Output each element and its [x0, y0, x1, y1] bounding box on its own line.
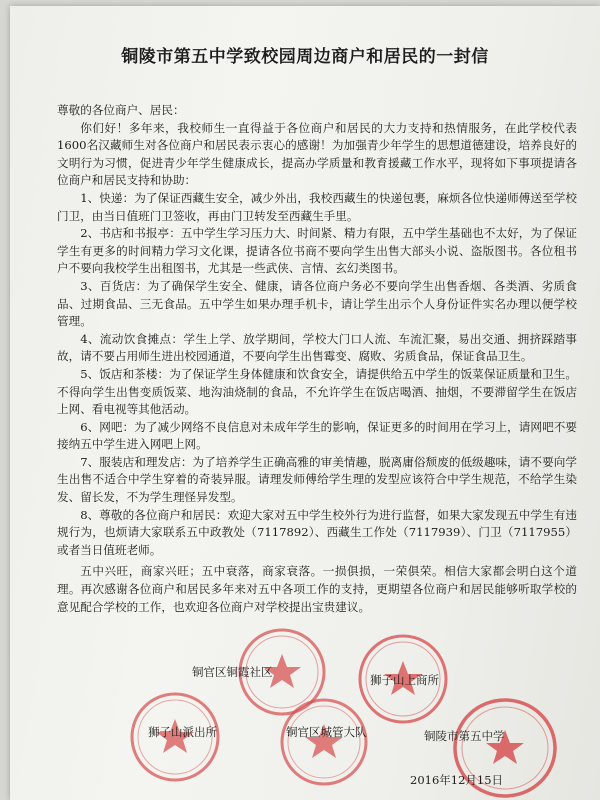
item-department-store: 3、百货店：为了确保学生安全、健康，请各位商户务必不要向学生出售香烟、各类酒、劣质食品、过期食品、三无食品。五中学生如果办理手机卡，请让学生出示个人身份证件实名办理以便学校管理。 [57, 278, 577, 329]
item-internet-cafe: 6、网吧：为了减少网络不良信息对未成年学生的影响，保证更多的时间用在学习上，请网吧不要接纳五中学生进入网吧上网。 [57, 419, 577, 452]
signatory-business-office: 狮子山上商所 [370, 673, 439, 687]
signatory-urban-management: 铜官区城管大队 [286, 725, 367, 739]
letter-body [57, 102, 577, 616]
letter-title: 铜陵市第五中学致校园周边商户和居民的一封信 [121, 47, 489, 67]
signatory-tongxia-community: 铜官区铜霞社区 [192, 665, 273, 679]
urban-management-seal [278, 696, 370, 788]
signatory-police-station: 狮子山派出所 [148, 725, 217, 739]
item-supervision: 8、尊敬的各位商户和居民：欢迎大家对五中学生校外行为进行监督，如果大家发现五中学生有违规行为，也烦请大家联系五中政教处（7117892）、西藏生工作处（7117939）、门卫（7117955）或者当日值班老师。 [57, 507, 577, 557]
item-restaurants: 5、饭店和茶楼：为了保证学生身体健康和饮食安全，请提供给五中学生的饭菜保证质量和卫生。不得向学生出售变质饭菜、地沟油烧制的食品，不允许学生在饭店喝酒、抽烟，不要滞留学生在饭店上网、看电视等其他活动。 [57, 366, 577, 417]
closing-paragraph: 五中兴旺，商家兴旺；五中衰落，商家衰落。一损俱损，一荣俱荣。相信大家都会明白这个道理。再次感谢各位商户和居民多年来对五中各项工作的支持，更期望各位商户和居民能够听取学校的意见配合学校的工作，也欢迎各位商户对学校提出宝贵建议。 [57, 564, 577, 614]
item-bookstore: 2、书店和书报亭：五中学生学习压力大、时间紧、精力有限，五中学生基础也不太好，为了保证学生有更多的时间精力学习文化课，提请各位书商不要向学生出售大部头小说、盗版图书。各位租书户不要向我校学生出租图书，尤其是一些武侠、言情、玄幻类图书。 [57, 226, 577, 276]
item-clothing-barber: 7、服装店和理发店：为了培养学生正确高雅的审美情趣，脱离庸俗颓废的低级趣味，请不要向学生出售不适合中学生穿着的奇装异服。请理发师傅给学生理的发型应该符合中学生规范，不给学生染发、留长发，不为学生理怪异发型。 [57, 454, 577, 505]
letter-page [10, 6, 600, 800]
salutation: 尊敬的各位商户、居民： [57, 103, 185, 117]
item-food-stalls: 4、流动饮食摊点：学生上学、放学期间，学校大门口人流、车流汇聚，易出交通、拥挤踩踏事故，请不要占用师生进出校园通道，不要向学生出售霉变、腐败、劣质食品，保证食品卫生。 [57, 331, 577, 364]
item-express: 1、快递：为了保证西藏生安全，减少外出，我校西藏生的快递包裹，麻烦各位快递师傅送至学校门卫，由当日值班门卫签收，再由门卫转发至西藏生手里。 [57, 190, 577, 223]
intro-paragraph: 你们好！多年来，我校师生一直得益于各位商户和居民的大力支持和热情服务，在此学校代表1600名汉藏师生对各位商户和居民表示衷心的感谢！为加强青少年学生的思想道德建设，培养良好的文明行为习惯，促进青少年学生健康成长，提高办学质量和教育援藏工作水平，现将如下事项提请各位商户和居民支持和协助： [57, 120, 577, 188]
signatory-school: 铜陵市第五中学 [424, 729, 505, 743]
letter-date: 2016年12月15日 [410, 773, 504, 787]
